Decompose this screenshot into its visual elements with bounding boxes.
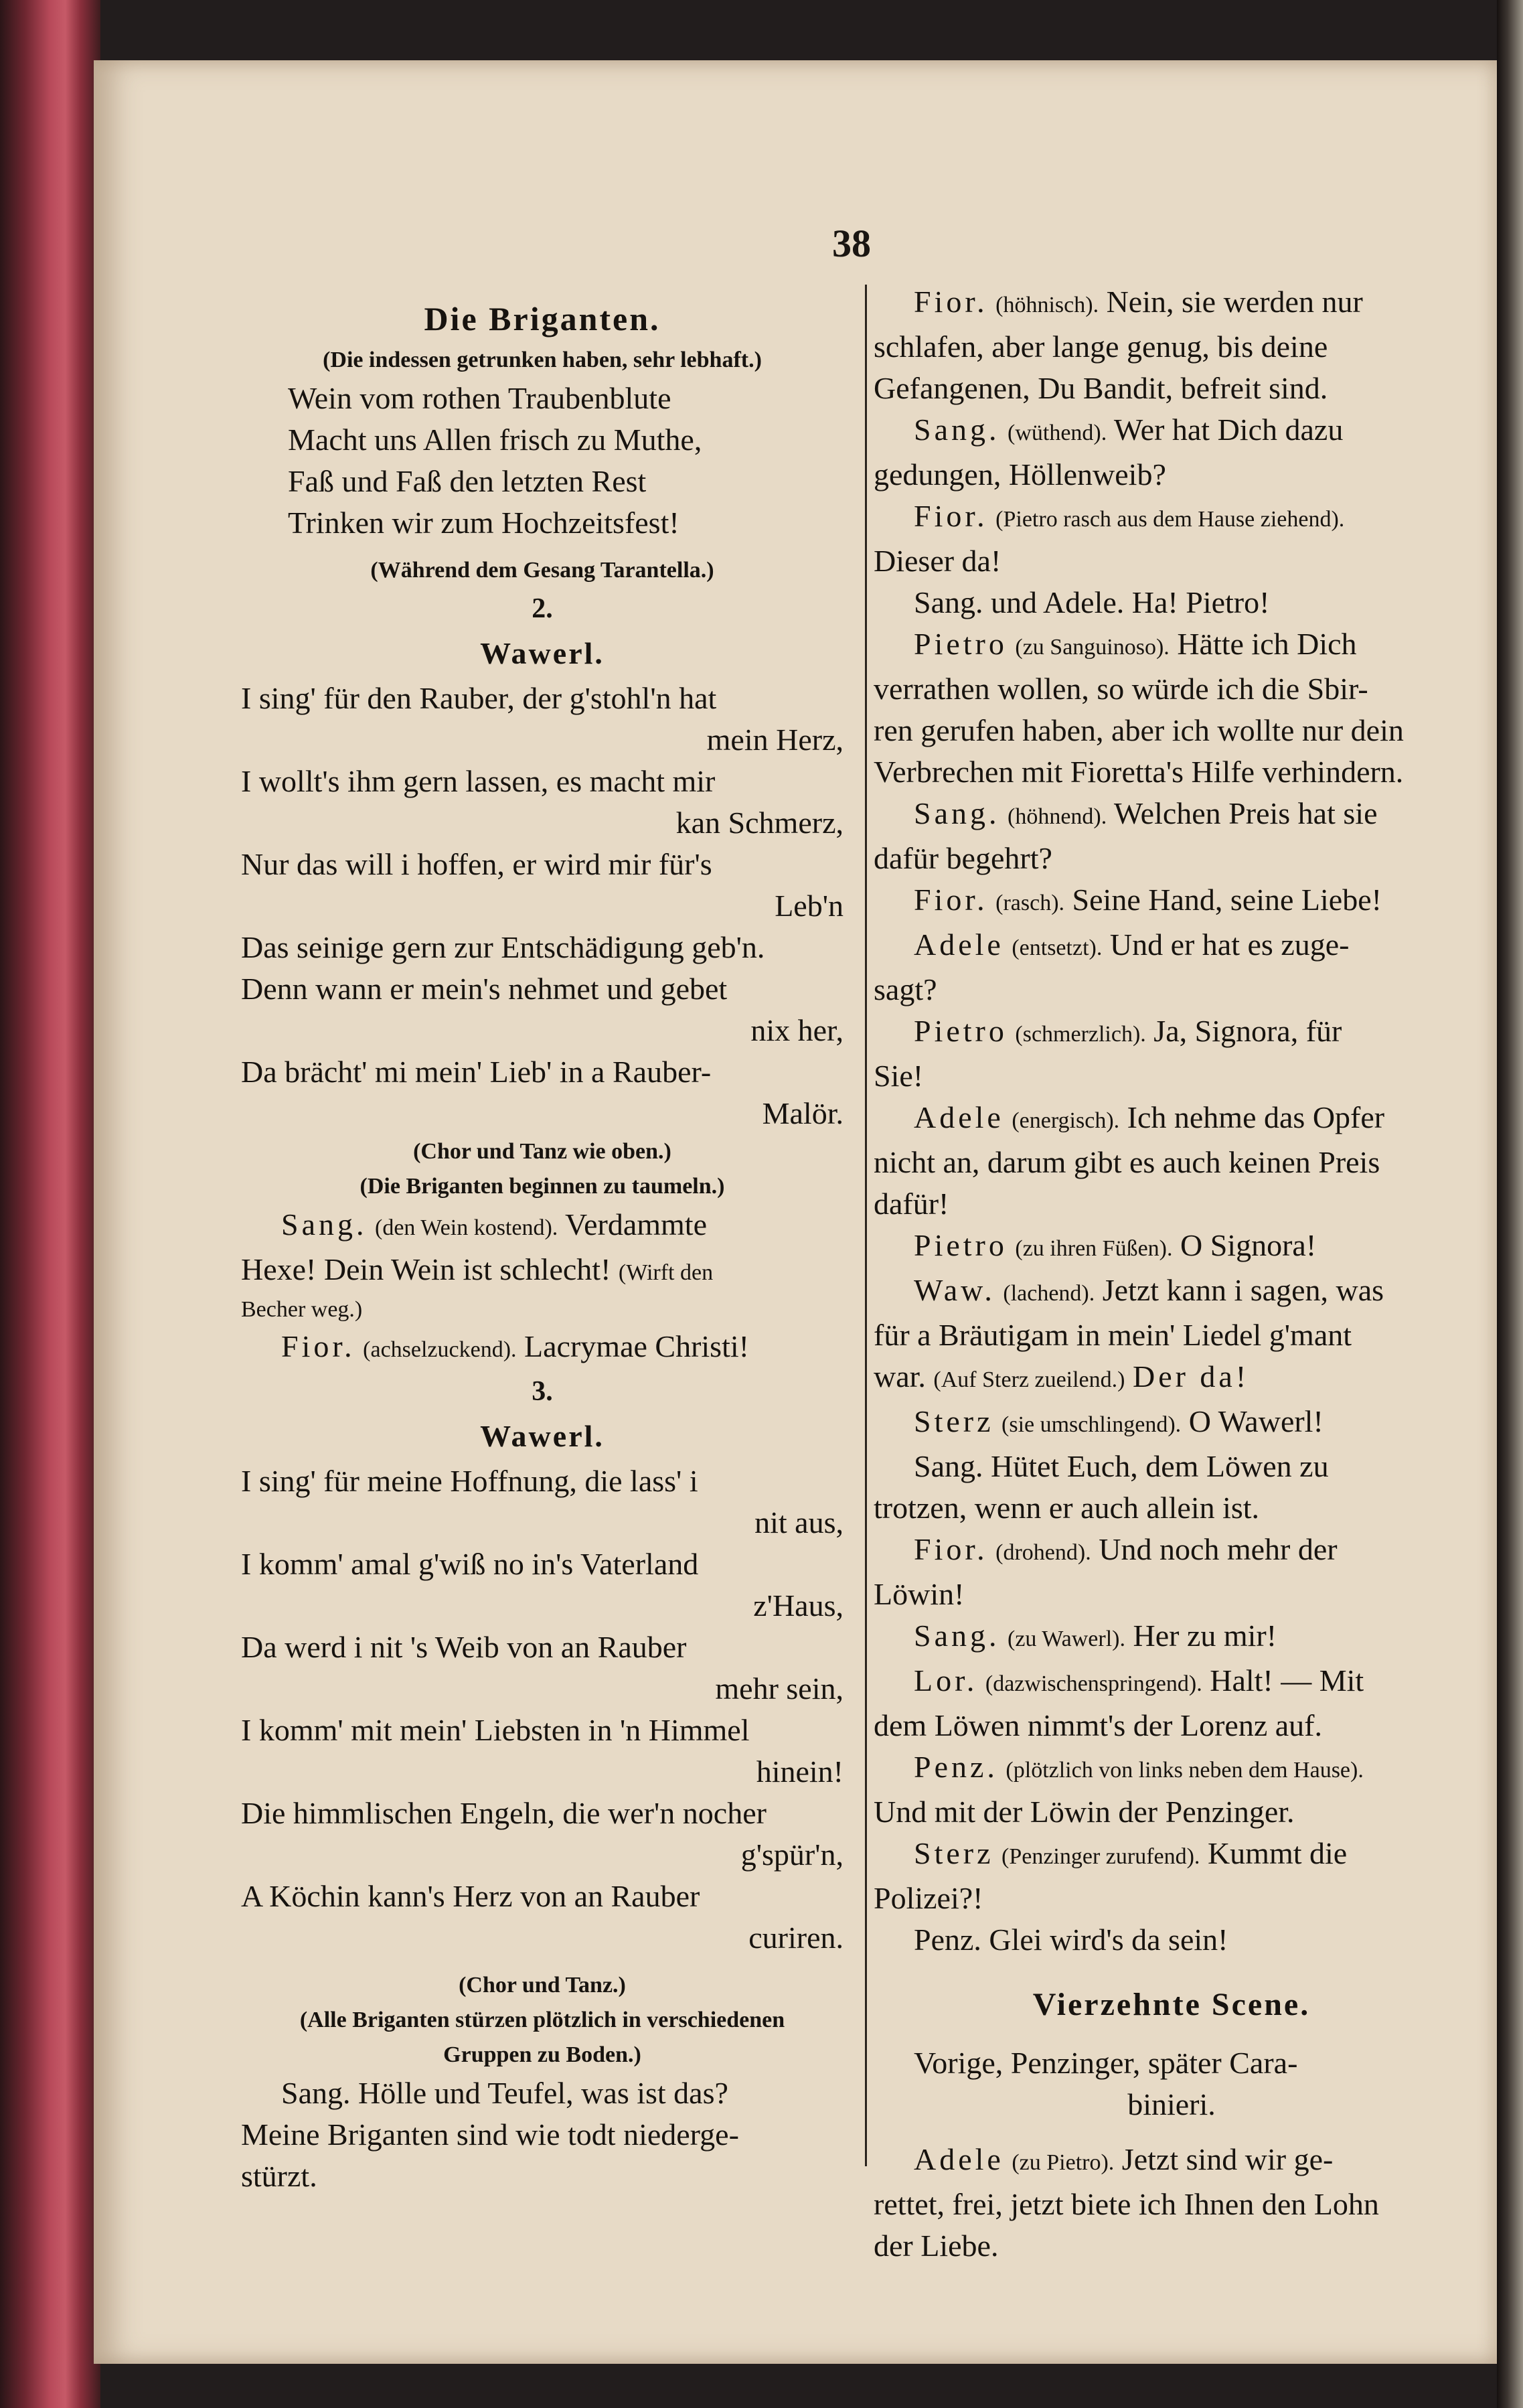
verse-line: I komm' mit mein' Liebsten in 'n Himmel (241, 1713, 750, 1747)
stage-direction: (Während dem Gesang Tarantella.) (370, 558, 714, 583)
dialogue-line (874, 1356, 1469, 1401)
dialogue-text: Hätte ich Dich (1177, 627, 1357, 661)
dialogue-line (241, 1249, 844, 1294)
stage-direction: (höhnisch). (995, 293, 1099, 317)
speaker-name: Pietro (914, 1228, 1008, 1262)
dialogue-line (874, 1270, 1469, 1314)
dialogue-line: dafür! (874, 1187, 949, 1221)
verse-line: I sing' für den Rauber, der g'stohl'n hat (241, 681, 717, 715)
dialogue-text: Halt! — Mit (1210, 1663, 1364, 1698)
dialogue-line: nicht an, darum gibt es auch keinen Preis (874, 1145, 1380, 1179)
dialogue-line (874, 1225, 1469, 1270)
dialogue-line: Verbrechen mit Fioretta's Hilfe verhindern. (874, 755, 1404, 789)
speaker-name: Adele (914, 1100, 1004, 1134)
speaker-name: Penz. (914, 1750, 998, 1784)
stage-direction: (wüthend). (1008, 421, 1107, 445)
dialogue-line (874, 409, 1469, 454)
dialogue-line (874, 1529, 1469, 1574)
dialogue-line (874, 1615, 1469, 1660)
speaker-name: Fior. (914, 499, 988, 533)
page-number: 38 (832, 222, 871, 265)
dialogue-line: gedungen, Höllenweib? (874, 457, 1166, 492)
speaker-name: Waw. (914, 1273, 995, 1307)
dialogue-text: Welchen Preis hat sie (1113, 796, 1378, 830)
speaker-name: Fior. (914, 883, 988, 917)
dialogue-text: Der da! (1132, 1359, 1250, 1394)
verse-line: Da brächt' mi mein' Lieb' in a Rauber- (241, 1055, 712, 1089)
dialogue-line: schlafen, aber lange genug, bis deine (874, 329, 1328, 364)
dialogue-line: rettet, frei, jetzt biete ich Ihnen den Lohn (874, 2187, 1379, 2221)
verse-line: I komm' amal g'wiß no in's Vaterland (241, 1547, 699, 1581)
dialogue-text: Und er hat es zuge- (1109, 927, 1350, 962)
column-divider (865, 285, 867, 2166)
dialogue-text: Kummt die (1207, 1836, 1348, 1870)
dialogue-line: Sie! (874, 1059, 924, 1093)
dialogue-text: Seine Hand, seine Liebe! (1072, 883, 1382, 917)
dialogue-line (874, 1833, 1469, 1878)
speaker-name: Fior. (281, 1329, 355, 1363)
dialogue-text: Jetzt sind wir ge- (1121, 2142, 1334, 2176)
speaker-name: Adele (914, 2142, 1004, 2176)
dialogue-line: Meine Briganten sind wie todt niederge- (241, 2117, 739, 2152)
speaker-name: Sang. (914, 796, 1000, 830)
verse-line-cont: g'spür'n, (740, 1837, 844, 1872)
dialogue-line: Sang. und Adele. Ha! Pietro! (914, 585, 1270, 619)
stage-direction: (den Wein kostend). (375, 1215, 558, 1240)
dialogue-line: der Liebe. (874, 2229, 999, 2263)
book-spine-edge (0, 0, 100, 2408)
left-column (241, 295, 844, 2197)
stage-direction: Becher weg.) (241, 1297, 363, 1322)
stage-direction: (energisch). (1012, 1108, 1120, 1133)
cast-line: binieri. (1127, 2087, 1216, 2121)
dialogue-line: Löwin! (874, 1577, 965, 1611)
dialogue-line: ren gerufen haben, aber ich wollte nur dein (874, 713, 1404, 747)
stage-direction: (lachend). (1003, 1281, 1095, 1306)
heading-wawerl: Wawerl. (480, 636, 605, 670)
speaker-name: Pietro (914, 1014, 1008, 1048)
stage-direction: Gruppen zu Boden.) (443, 2042, 641, 2067)
speaker-name: Adele (914, 927, 1004, 962)
stage-direction: (sie umschlingend). (1001, 1412, 1182, 1437)
verse-line: Die himmlischen Engeln, die wer'n nocher (241, 1796, 767, 1830)
verse-line: I wollt's ihm gern lassen, es macht mir (241, 764, 716, 798)
dialogue-text: Ja, Signora, für (1153, 1014, 1342, 1048)
stage-direction: (höhnend). (1008, 804, 1107, 829)
verse-line-cont: mehr sein, (715, 1671, 844, 1706)
verse-line-cont: curiren. (748, 1921, 844, 1955)
stanza-number: 2. (532, 593, 553, 624)
verse-line: Macht uns Allen frisch zu Muthe, (288, 423, 702, 457)
stage-direction: (rasch). (995, 891, 1065, 915)
dialogue-line (874, 2139, 1469, 2184)
dialogue-text: Her zu mir! (1133, 1619, 1277, 1653)
verse-line: Wein vom rothen Traubenblute (288, 381, 671, 415)
dialogue-text: Wer hat Dich dazu (1113, 412, 1344, 447)
verse-line: Faß und Faß den letzten Rest (288, 464, 647, 498)
verse-line-cont: nit aus, (754, 1505, 844, 1539)
dialogue-text: Nein, sie werden nur (1106, 285, 1363, 319)
stage-direction: (Die Briganten beginnen zu taumeln.) (359, 1174, 725, 1199)
dialogue-line: Penz. Glei wird's da sein! (914, 1923, 1228, 1957)
stanza-number: 3. (532, 1376, 553, 1407)
dialogue-line (874, 623, 1469, 668)
verse-line: Da werd i nit 's Weib von an Rauber (241, 1630, 687, 1664)
dialogue-line: Und mit der Löwin der Penzinger. (874, 1795, 1295, 1829)
dialogue-text: Hexe! Dein Wein ist schlecht! (241, 1252, 611, 1286)
right-column (874, 281, 1469, 2267)
dialogue-text-latin: Lacrymae Christi! (524, 1329, 749, 1363)
dialogue-text: Und noch mehr der (1099, 1532, 1338, 1566)
cast-line: Vorige, Penzinger, später Cara- (914, 2046, 1298, 2080)
verse-line-cont: hinein! (756, 1754, 844, 1789)
stage-direction: (zu Pietro). (1012, 2150, 1115, 2175)
verse-line: Nur das will i hoffen, er wird mir für's (241, 847, 712, 881)
dialogue-line: trotzen, wenn er auch allein ist. (874, 1491, 1260, 1525)
stage-direction: (Wirft den (618, 1260, 714, 1285)
stage-direction: (entsetzt). (1012, 935, 1103, 960)
verse-line: A Köchin kann's Herz von an Rauber (241, 1879, 700, 1913)
dialogue-text: Verdammte (564, 1207, 707, 1241)
stage-direction: (Alle Briganten stürzen plötzlich in verschiedenen (299, 2008, 785, 2032)
stage-direction: (zu ihren Füßen). (1015, 1236, 1173, 1261)
stage-direction: (Auf Sterz zueilend.) (933, 1367, 1125, 1392)
heading-briganten: Die Briganten. (424, 300, 661, 337)
speaker-name: Pietro (914, 627, 1008, 661)
stage-direction: (Penzinger zurufend). (1001, 1844, 1200, 1869)
stage-direction: (zu Wawerl). (1008, 1627, 1125, 1651)
dialogue-line: Sang. Hütet Euch, dem Löwen zu (914, 1449, 1329, 1483)
speaker-name: Lor. (914, 1663, 978, 1698)
verse-line: I sing' für meine Hoffnung, die lass' i (241, 1464, 698, 1498)
dialogue-text: Ich nehme das Opfer (1127, 1100, 1385, 1134)
dialogue-line: Sang. Hölle und Teufel, was ist das? (281, 2076, 728, 2110)
scene-heading: Vierzehnte Scene. (1032, 1987, 1311, 2022)
verse-line-cont: mein Herz, (706, 723, 844, 757)
dialogue-line (874, 924, 1469, 969)
stage-direction: (Chor und Tanz.) (459, 1973, 626, 1998)
speaker-name: Sang. (281, 1207, 368, 1241)
dialogue-text: Jetzt kann i sagen, was (1102, 1273, 1384, 1307)
dialogue-line (874, 281, 1469, 326)
dialogue-line: verrathen wollen, so würde ich die Sbir- (874, 672, 1368, 706)
page-stack-edge (1497, 0, 1523, 2408)
stage-direction: (zu Sanguinoso). (1015, 635, 1170, 660)
dialogue-text: O Wawerl! (1188, 1404, 1324, 1438)
dialogue-line (241, 1204, 844, 1249)
verse-line-cont: z'Haus, (753, 1588, 844, 1623)
dialogue-line (874, 879, 1469, 924)
dialogue-line (874, 1660, 1469, 1705)
heading-wawerl: Wawerl. (480, 1419, 605, 1453)
verse-line: Denn wann er mein's nehmet und gebet (241, 972, 728, 1006)
dialogue-line: Dieser da! (874, 544, 1001, 578)
stage-direction: (dazwischenspringend). (985, 1671, 1202, 1696)
stage-direction: (Chor und Tanz wie oben.) (413, 1139, 671, 1164)
speaker-name: Sterz (914, 1404, 994, 1438)
stage-direction: (Die indessen getrunken haben, sehr lebhaft.) (323, 348, 762, 372)
dialogue-line (874, 1746, 1469, 1791)
stage-direction: (Pietro rasch aus dem Hause ziehend). (995, 507, 1345, 532)
dialogue-line: sagt? (874, 972, 937, 1006)
dialogue-line (874, 1097, 1469, 1142)
dialogue-text: O Signora! (1180, 1228, 1317, 1262)
verse-line: Das seinige gern zur Entschädigung geb'n. (241, 930, 765, 964)
stage-direction: (achselzuckend). (363, 1337, 517, 1362)
dialogue-line (874, 496, 1469, 540)
verse-line-cont: nix her, (750, 1013, 844, 1047)
dialogue-line: dem Löwen nimmt's der Lorenz auf. (874, 1708, 1322, 1742)
speaker-name: Sang. (914, 412, 1000, 447)
dialogue-line (241, 1326, 844, 1371)
speaker-name: Fior. (914, 1532, 988, 1566)
dialogue-line: Polizei?! (874, 1881, 983, 1915)
speaker-name: Fior. (914, 285, 988, 319)
stage-direction: (plötzlich von links neben dem Hause). (1006, 1758, 1364, 1783)
stage-direction: (schmerzlich). (1015, 1022, 1146, 1047)
dialogue-line (874, 1401, 1469, 1446)
verse-line-cont: Leb'n (775, 889, 844, 923)
dialogue-text: war. (874, 1359, 926, 1394)
dialogue-line: stürzt. (241, 2159, 317, 2193)
speaker-name: Sang. (914, 1619, 1000, 1653)
dialogue-line: Gefangenen, Du Bandit, befreit sind. (874, 371, 1328, 405)
dialogue-line: dafür begehrt? (874, 841, 1052, 875)
verse-line-cont: kan Schmerz, (675, 806, 844, 840)
verse-line-cont: Malör. (762, 1096, 844, 1130)
speaker-name: Sterz (914, 1836, 994, 1870)
dialogue-line (874, 1010, 1469, 1055)
dialogue-line (874, 793, 1469, 838)
verse-line: Trinken wir zum Hochzeitsfest! (288, 506, 679, 540)
stage-direction: (drohend). (995, 1540, 1091, 1565)
dialogue-line: für a Bräutigam in mein' Liedel g'mant (874, 1318, 1352, 1352)
